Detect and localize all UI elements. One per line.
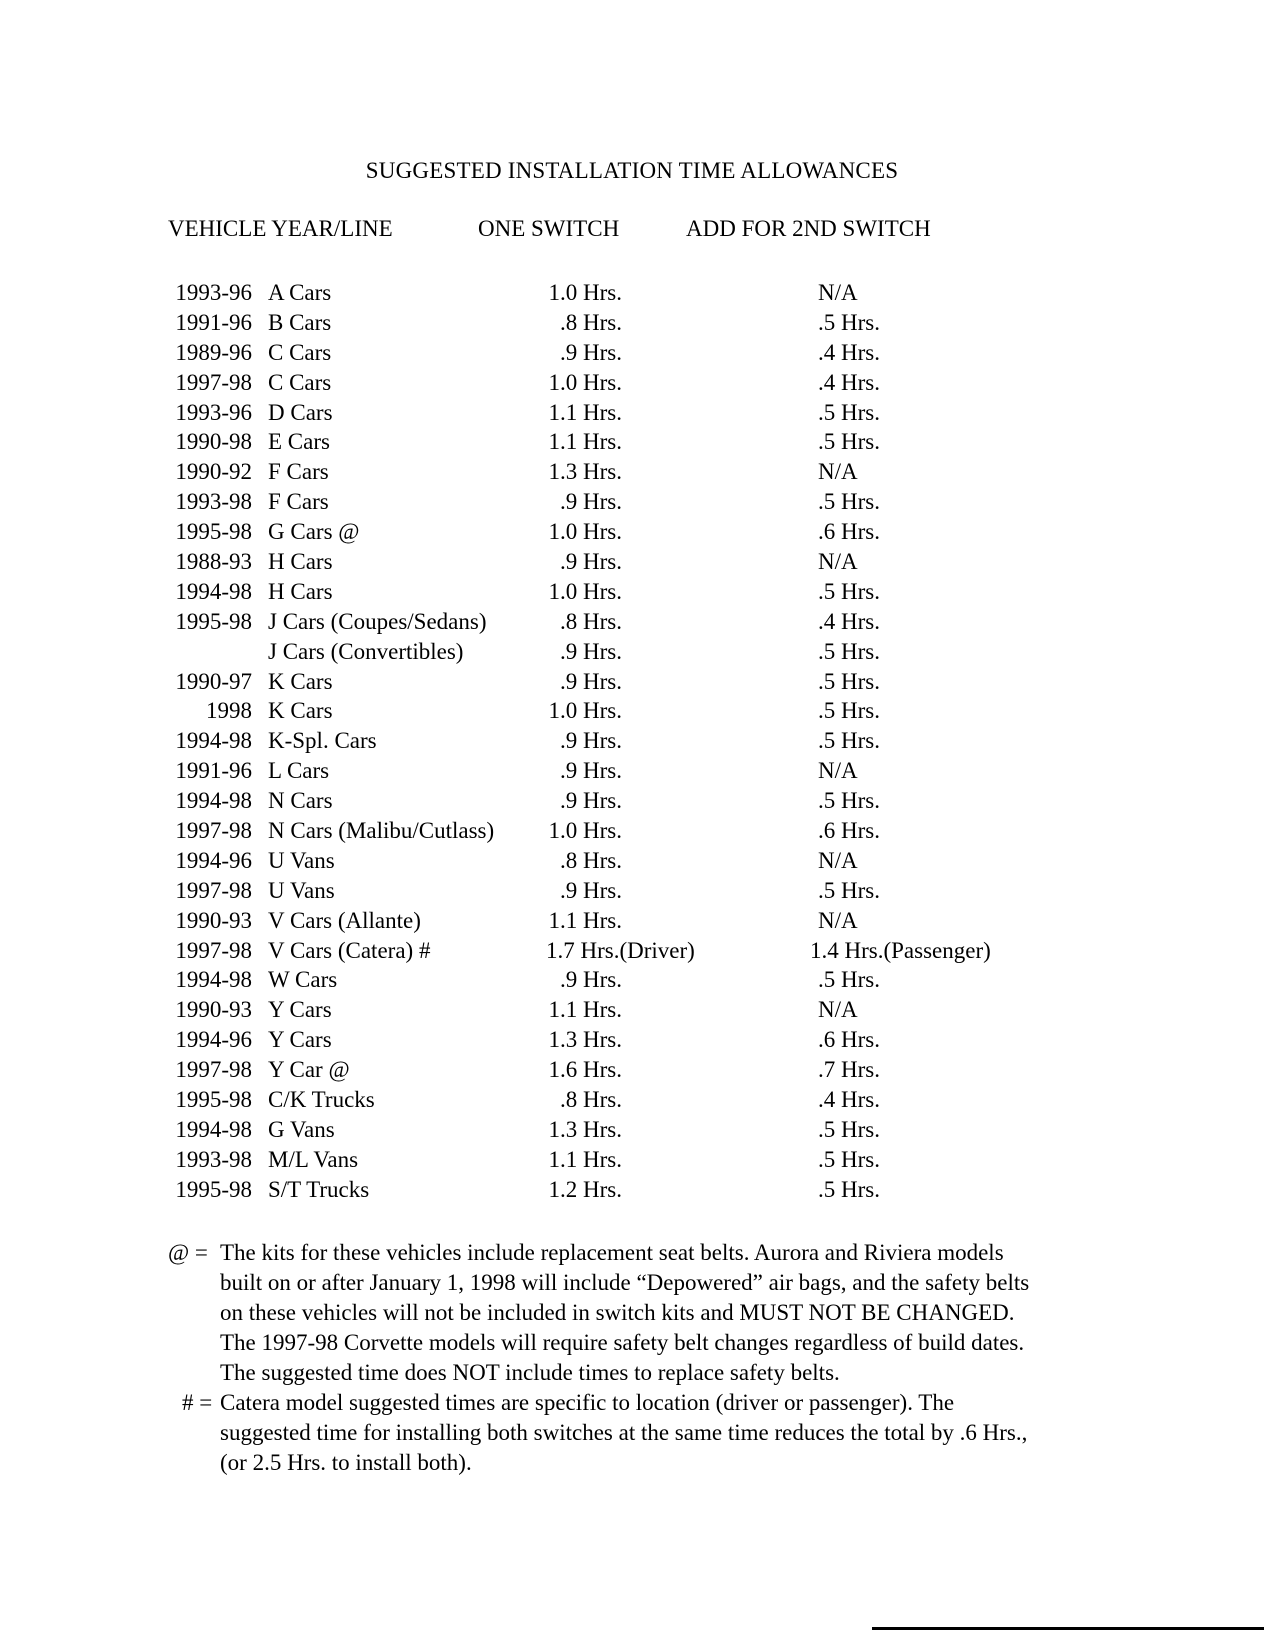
second-switch-time: .5 Hrs. (818, 728, 880, 754)
vehicle-year: 1993-96 (175, 399, 252, 425)
vehicle-year: 1990-93 (175, 907, 252, 933)
table-row (0, 818, 1264, 848)
second-switch-time: N/A (818, 280, 858, 305)
one-switch-time: 1.0 Hrs. (548, 519, 622, 545)
vehicle-year: 1993-96 (175, 280, 252, 305)
vehicle-line: W Cars (268, 967, 338, 993)
one-switch-time: 1.6 Hrs. (548, 1057, 622, 1083)
one-switch-time: .9 Hrs. (560, 489, 622, 515)
vehicle-year: 1990-92 (175, 459, 252, 485)
second-switch-time: .5 Hrs. (818, 1146, 880, 1172)
table-row (0, 1087, 1264, 1117)
vehicle-line: L Cars (268, 758, 330, 784)
vehicle-year: 1994-98 (175, 967, 252, 993)
one-switch-time: .8 Hrs. (560, 608, 622, 634)
vehicle-line: H Cars (268, 549, 333, 575)
vehicle-line: B Cars (268, 309, 332, 335)
one-switch-time: .9 Hrs. (560, 728, 622, 754)
second-switch-time: .5 Hrs. (818, 489, 880, 515)
second-switch-time: .7 Hrs. (818, 1057, 880, 1083)
second-switch-time: .4 Hrs. (818, 1087, 880, 1113)
note-at-symbol: @ = (168, 1240, 208, 1265)
note-at-text: The kits for these vehicles include replacement seat belts. Aurora and Riviera models built on or after January 1, 1998 will include “Depowered” air bags, and the safety belts on these vehicles will not be included in switch kits and MUST NOT BE CHANGED. The 1997-98 Corvette models will require safety belt changes regardless of build dates. (220, 1240, 1030, 1355)
one-switch-time: 1.1 Hrs. (548, 399, 622, 425)
vehicle-year: 1990-98 (175, 429, 252, 455)
one-switch-time: .8 Hrs. (560, 309, 622, 335)
table-row (0, 609, 1264, 639)
one-switch-time: .9 Hrs. (560, 339, 622, 365)
note-hash-symbol: # = (182, 1390, 213, 1415)
second-switch-time: .5 Hrs. (818, 1176, 880, 1202)
second-switch-time: .5 Hrs. (818, 967, 880, 993)
vehicle-line: A Cars (268, 280, 332, 305)
vehicle-year: 1990-97 (175, 668, 252, 694)
one-switch-time: 1.3 Hrs. (548, 1027, 622, 1053)
vehicle-line: G Cars @ (268, 519, 360, 545)
one-switch-time: 1.0 Hrs. (548, 578, 622, 604)
page-title: SUGGESTED INSTALLATION TIME ALLOWANCES (365, 158, 899, 183)
one-switch-time: 1.7 Hrs.(Driver) (546, 937, 695, 963)
vehicle-line: Y Car @ (268, 1057, 350, 1083)
table-row (0, 997, 1264, 1027)
one-switch-time: .9 Hrs. (560, 668, 622, 694)
vehicle-year: 1995-98 (175, 608, 252, 634)
header-second-switch: ADD FOR 2ND SWITCH (686, 216, 931, 241)
vehicle-year: 1989-96 (175, 339, 252, 365)
one-switch-time: 1.1 Hrs. (548, 1146, 622, 1172)
note-at (168, 1238, 1088, 1388)
vehicle-line: Y Cars (268, 1027, 332, 1053)
vehicle-line: C Cars (268, 369, 332, 395)
table-row (0, 908, 1264, 938)
table-row (0, 938, 1264, 968)
vehicle-year: 1997-98 (175, 877, 252, 903)
vehicle-year: 1994-96 (175, 1027, 252, 1053)
vehicle-year: 1990-93 (175, 997, 252, 1023)
vehicle-year: 1994-98 (175, 578, 252, 604)
vehicle-line: S/T Trucks (268, 1176, 370, 1202)
table-row (0, 728, 1264, 758)
one-switch-time: 1.0 Hrs. (548, 369, 622, 395)
vehicle-line: U Vans (268, 847, 335, 873)
table-row (0, 878, 1264, 908)
vehicle-line: V Cars (Catera) # (268, 937, 431, 963)
vehicle-line: F Cars (268, 489, 329, 515)
table-row (0, 1117, 1264, 1147)
second-switch-time: .6 Hrs. (818, 519, 880, 545)
one-switch-time: .9 Hrs. (560, 877, 622, 903)
table-row (0, 1057, 1264, 1087)
one-switch-time: 1.1 Hrs. (548, 997, 622, 1023)
second-switch-time: N/A (818, 758, 858, 784)
table-row (0, 1177, 1264, 1207)
vehicle-line: H Cars (268, 578, 333, 604)
vehicle-year: 1994-98 (175, 728, 252, 754)
vehicle-year: 1998 (206, 698, 252, 724)
table-row (0, 429, 1264, 459)
second-switch-time: .6 Hrs. (818, 818, 880, 844)
one-switch-time: 1.0 Hrs. (548, 818, 622, 844)
second-switch-time: .6 Hrs. (818, 1027, 880, 1053)
one-switch-time: .9 Hrs. (560, 549, 622, 575)
note-hash (182, 1388, 1088, 1478)
vehicle-line: K Cars (268, 668, 333, 694)
second-switch-time: .5 Hrs. (818, 698, 880, 724)
vehicle-year: 1994-98 (175, 788, 252, 814)
one-switch-time: .8 Hrs. (560, 1087, 622, 1113)
vehicle-year: 1994-96 (175, 847, 252, 873)
vehicle-line: M/L Vans (268, 1146, 359, 1172)
vehicle-line: G Vans (268, 1116, 335, 1142)
second-switch-time: .5 Hrs. (818, 1116, 880, 1142)
vehicle-year: 1993-98 (175, 1146, 252, 1172)
second-switch-time: .5 Hrs. (818, 578, 880, 604)
vehicle-year: 1993-98 (175, 489, 252, 515)
one-switch-time: 1.0 Hrs. (548, 698, 622, 724)
second-switch-time: .4 Hrs. (818, 339, 880, 365)
second-switch-time: N/A (818, 847, 858, 873)
one-switch-time: 1.2 Hrs. (548, 1176, 622, 1202)
second-switch-time: .5 Hrs. (818, 638, 880, 664)
table-row (0, 579, 1264, 609)
table-row (0, 400, 1264, 430)
one-switch-time: 1.1 Hrs. (548, 429, 622, 455)
header-vehicle: VEHICLE YEAR/LINE (168, 216, 393, 241)
vehicle-year: 1988-93 (175, 549, 252, 575)
table-row (0, 519, 1264, 549)
vehicle-year: 1995-98 (175, 519, 252, 545)
note-at-text2: The suggested time does NOT include times to replace safety belts. (220, 1360, 840, 1385)
vehicle-line: J Cars (Coupes/Sedans) (268, 608, 487, 634)
one-switch-time: 1.3 Hrs. (548, 459, 622, 485)
second-switch-time: .5 Hrs. (818, 668, 880, 694)
second-switch-time: .5 Hrs. (818, 399, 880, 425)
vehicle-line: J Cars (Convertibles) (268, 638, 464, 664)
one-switch-time: 1.1 Hrs. (548, 907, 622, 933)
vehicle-line: U Vans (268, 877, 335, 903)
vehicle-year: 1995-98 (175, 1087, 252, 1113)
one-switch-time: .8 Hrs. (560, 847, 622, 873)
vehicle-line: F Cars (268, 459, 329, 485)
vehicle-year: 1997-98 (175, 1057, 252, 1083)
table-row (0, 459, 1264, 489)
page-edge-rule (872, 1627, 1264, 1630)
table-row (0, 698, 1264, 728)
vehicle-year: 1994-98 (175, 1116, 252, 1142)
vehicle-line: E Cars (268, 429, 330, 455)
table-row (0, 669, 1264, 699)
table-row (0, 639, 1264, 669)
second-switch-time: 1.4 Hrs.(Passenger) (810, 937, 991, 963)
table-row (0, 1147, 1264, 1177)
table-row (0, 1027, 1264, 1057)
table-row (0, 967, 1264, 997)
table-row (0, 370, 1264, 400)
vehicle-line: N Cars (Malibu/Cutlass) (268, 818, 495, 844)
second-switch-time: N/A (818, 459, 858, 485)
vehicle-line: D Cars (268, 399, 333, 425)
second-switch-time: .5 Hrs. (818, 877, 880, 903)
vehicle-line: V Cars (Allante) (268, 907, 421, 933)
header-one-switch: ONE SWITCH (478, 216, 620, 241)
vehicle-line: Y Cars (268, 997, 332, 1023)
one-switch-time: 1.0 Hrs. (548, 280, 622, 305)
one-switch-time: .9 Hrs. (560, 788, 622, 814)
one-switch-time: .9 Hrs. (560, 638, 622, 664)
vehicle-line: C Cars (268, 339, 332, 365)
second-switch-time: .5 Hrs. (818, 788, 880, 814)
table-row (0, 489, 1264, 519)
second-switch-time: N/A (818, 549, 858, 575)
table-row (0, 848, 1264, 878)
one-switch-time: 1.3 Hrs. (548, 1116, 622, 1142)
table-row (0, 280, 1264, 310)
second-switch-time: .5 Hrs. (818, 429, 880, 455)
second-switch-time: .5 Hrs. (818, 309, 880, 335)
vehicle-year: 1995-98 (175, 1176, 252, 1202)
one-switch-time: .9 Hrs. (560, 967, 622, 993)
vehicle-line: N Cars (268, 788, 333, 814)
second-switch-time: .4 Hrs. (818, 369, 880, 395)
second-switch-time: .4 Hrs. (818, 608, 880, 634)
vehicle-year: 1997-98 (175, 818, 252, 844)
table-row (0, 549, 1264, 579)
vehicle-line: C/K Trucks (268, 1087, 375, 1113)
footnotes (168, 1238, 1088, 1478)
one-switch-time: .9 Hrs. (560, 758, 622, 784)
vehicle-line: K-Spl. Cars (268, 728, 377, 754)
vehicle-year: 1997-98 (175, 369, 252, 395)
time-allowance-table (0, 280, 1264, 1207)
vehicle-year: 1991-96 (175, 309, 252, 335)
table-row (0, 340, 1264, 370)
table-row (0, 310, 1264, 340)
vehicle-year: 1991-96 (175, 758, 252, 784)
vehicle-year: 1997-98 (175, 937, 252, 963)
second-switch-time: N/A (818, 907, 858, 933)
note-hash-text: Catera model suggested times are specific to location (driver or passenger). The suggested time for installing both switches at the same time reduces the total by .6 Hrs., (or 2.5 Hrs. to install both). (220, 1390, 1028, 1475)
second-switch-time: N/A (818, 997, 858, 1023)
table-row (0, 758, 1264, 788)
vehicle-line: K Cars (268, 698, 333, 724)
table-row (0, 788, 1264, 818)
